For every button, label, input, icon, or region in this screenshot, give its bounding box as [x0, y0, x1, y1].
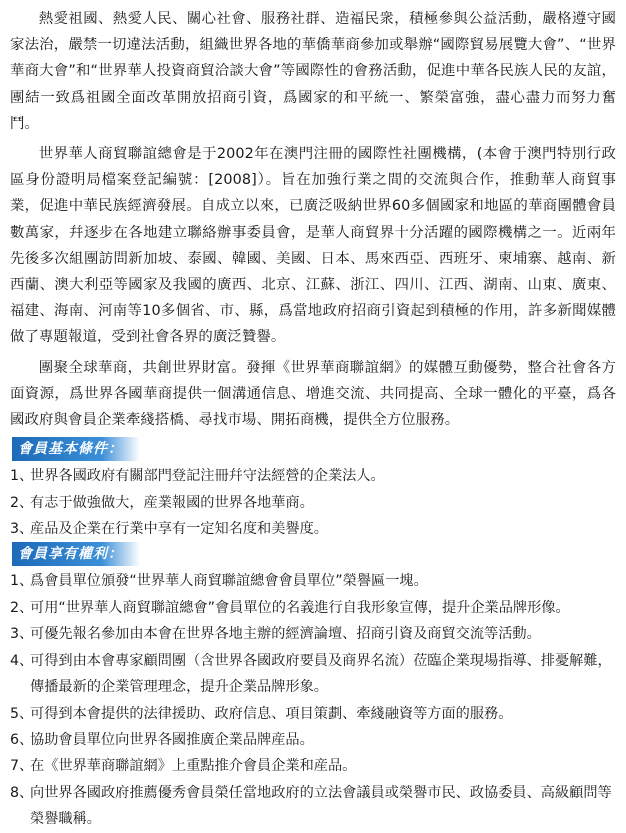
list-item-text: 可用“世界華人商貿聯誼總會”會員單位的名義進行自我形象宣傳，提升企業品牌形像。 — [30, 599, 570, 616]
list-item-number: 3、 — [10, 521, 34, 538]
list-item — [10, 490, 616, 516]
list-item — [10, 568, 616, 594]
list-item — [10, 727, 616, 753]
list-item-text: 向世界各國政府推薦優秀會員榮任當地政府的立法會議員或榮譽市民、政協委員、高級顧問等榮譽職稱。 — [30, 784, 612, 828]
list-item-number: 2、 — [10, 599, 34, 616]
list-item-number: 7、 — [10, 758, 34, 775]
list-item-text: 協助會員單位向世界各國推廣企業品牌産品。 — [30, 731, 314, 748]
list-item — [10, 701, 616, 727]
list-item — [10, 463, 616, 489]
list-item — [10, 516, 616, 542]
list-item — [10, 753, 616, 779]
list-item-number: 2、 — [10, 494, 34, 511]
list-item-text: 可優先報名參加由本會在世界各地主辦的經濟論壇、招商引資及商貿交流等活動。 — [30, 626, 541, 643]
list-item-number: 8、 — [10, 784, 34, 801]
intro-paragraph-3: 團聚全球華商，共創世界財富。發揮《世界華商聯誼網》的媒體互動優勢，整合社會各方面資源，爲世界各國華商提供一個溝通信息、增進交流、共同提高、全球一體化的平臺，爲各國政府與會員企業牽綫搭橋、尋找市場、開拓商機，提供全方位服務。 — [10, 359, 616, 429]
list-item-number: 4、 — [10, 652, 34, 669]
list-item — [10, 648, 616, 701]
list-item — [10, 595, 616, 621]
membership-rights-list — [10, 568, 616, 832]
list-item-text: 世界各國政府有關部門登記注冊幷守法經營的企業法人。 — [30, 468, 385, 485]
membership-conditions-title: 會員基本條件： — [12, 437, 140, 461]
list-item — [10, 780, 616, 833]
intro-paragraph-2: 世界華人商貿聯誼總會是于2002年在澳門注冊的國際性社團機構，(本會于澳門特別行政區身份證明局檔案登記編號：[2008]）。旨在加強行業之間的交流與合作，推動華人商貿事業，促進中華民族經濟發展。自成立以來，已廣泛吸納世界60多個國家和地區的華商團體會員數萬家，幷逐步在各地建立聯絡辦事委員會，是華人商貿界十分活躍的國際機構之一。近兩年先後多次組團訪問新加坡、泰國、韓國、美國、日本、馬來西亞、西班牙、柬埔寨、越南、新西蘭、澳大利亞等國家及我國的廣西、北京、江蘇、浙江、四川、江西、湖南、山東、廣東、福建、海南、河南等10多個省、市、縣，爲當地政府招商引資起到積極的作用，許多新聞媒體做了專題報道，受到社會各界的廣泛贊譽。 — [10, 146, 616, 346]
intro-paragraph-1: 熱愛祖國、熱愛人民、關心社會、服務社群、造福民衆，積極參與公益活動，嚴格遵守國家法治，嚴禁一切違法活動，組織世界各地的華僑華商參加或舉辦“國際貿易展覽大會”、“世界華商大會”和“世界華人投資商貿洽談大會”等國際性的會務活動，促進中華各民族人民的友誼，團結一致爲祖國全面改革開放招商引資，爲國家的和平統一、繁榮富強，盡心盡力而努力奮鬥。 — [10, 11, 616, 132]
list-item — [10, 621, 616, 647]
list-item-number: 3、 — [10, 626, 34, 643]
list-item-text: 在《世界華商聯誼網》上重點推介會員企業和産品。 — [30, 758, 357, 775]
list-item-text: 有志于做強做大，産業報國的世界各地華商。 — [30, 494, 314, 511]
list-item-number: 6、 — [10, 731, 34, 748]
list-item-text: 爲會員單位頒發“世界華人商貿聯誼總會會員單位”榮譽匾一塊。 — [30, 573, 428, 590]
list-item-number: 5、 — [10, 705, 34, 722]
list-item-text: 産品及企業在行業中享有一定知名度和美譽度。 — [30, 521, 328, 538]
list-item-text: 可得到本會提供的法律援助、政府信息、項目策劃、牽綫融資等方面的服務。 — [30, 705, 513, 722]
membership-rights-title: 會員享有權利： — [12, 542, 140, 566]
list-item-number: 1、 — [10, 468, 34, 485]
membership-conditions-list — [10, 463, 616, 542]
list-item-number: 1、 — [10, 573, 34, 590]
list-item-text: 可得到由本會專家顧問團（含世界各國政府要員及商界名流）莅臨企業現場指導、排憂解難，傳播最新的企業管理理念，提升企業品牌形象。 — [30, 652, 612, 696]
